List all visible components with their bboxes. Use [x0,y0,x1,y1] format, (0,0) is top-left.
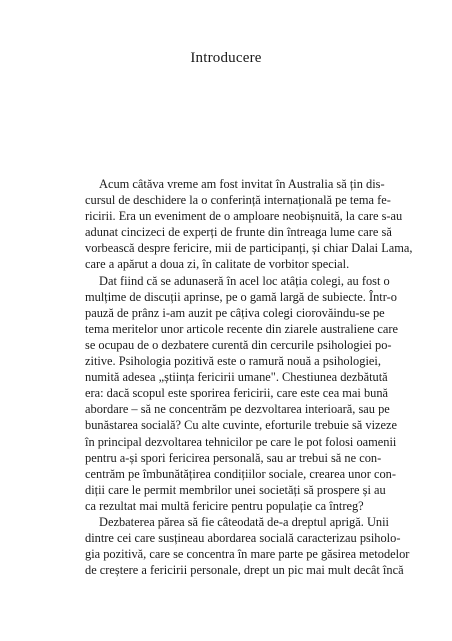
text-line: Acum câtăva vreme am fost invitat în Australia să țin dis- [99,177,385,191]
text-line: de creștere a fericirii personale, drept un pic mai mult decât încă [85,563,404,578]
text-line: ca rezultat mai multă fericire pentru populație ca întreg? [85,498,364,513]
paragraph-1 [85,176,413,273]
body-text [85,176,413,578]
text-line: în principal dezvoltarea tehnicilor pe care le pot folosi oamenii [85,434,397,449]
text-line: pauză de prânz i-am auzit pe câțiva colegi ciorovăindu-se pe [85,305,385,320]
text-line: ricirii. Era un eveniment de o amploare neobișnuită, la care s-au [85,209,403,224]
text-line: adunat cincizeci de experți de frunte din întreaga lume care să [85,225,392,240]
text-line: gia pozitivă, care se concentra în mare parte pe găsirea metodelor [85,547,410,562]
text-line: bunăstarea socială? Cu alte cuvinte, eforturile trebuie să vizeze [85,418,398,433]
text-line: Dat fiind că se adunaseră în acel loc atâția colegi, au fost o [99,273,390,288]
text-line: mulțime de discuții aprinse, pe o gamă largă de subiecte. Într-o [85,289,397,304]
text-line: dintre cei care susțineau abordarea socială caracterizau psiholo- [85,531,401,546]
text-line: pentru a-și spori fericirea personală, sau ar trebui să ne con- [85,450,382,465]
text-line: tema meritelor unor articole recente din ziarele australiene care [85,321,399,336]
chapter-title: Introducere [190,50,262,66]
text-line: era: dacă scopul este sporirea fericirii, care este cea mai bună [85,386,389,401]
text-line: vorbească despre fericire, mii de participanți, și chiar Dalai Lama, [85,241,413,256]
text-line: cursul de deschidere la o conferință internațională pe tema fe- [85,193,391,208]
text-line: abordare – să ne concentrăm pe dezvoltarea interioară, sau pe [85,402,390,417]
text-line: se ocupau de o dezbatere curentă din cercurile psihologiei po- [85,337,392,352]
text-line: care a apărut a doua zi, în calitate de vorbitor special. [85,257,350,272]
text-line: zitive. Psihologia pozitivă este o ramură nouă a psihologiei, [85,354,381,369]
text-line: centrăm pe îmbunătățirea condițiilor sociale, crearea unor con- [85,466,396,481]
text-line: Dezbaterea părea să fie câteodată de-a dreptul aprigă. Unii [99,514,389,529]
text-line: numită adesea „știința fericirii umane". Chestiunea dezbătută [85,370,388,385]
paragraph-3 [85,514,410,578]
text-line: diții care le permit membrilor unei societăți să prospere și au [85,482,386,497]
paragraph-2 [85,273,399,514]
